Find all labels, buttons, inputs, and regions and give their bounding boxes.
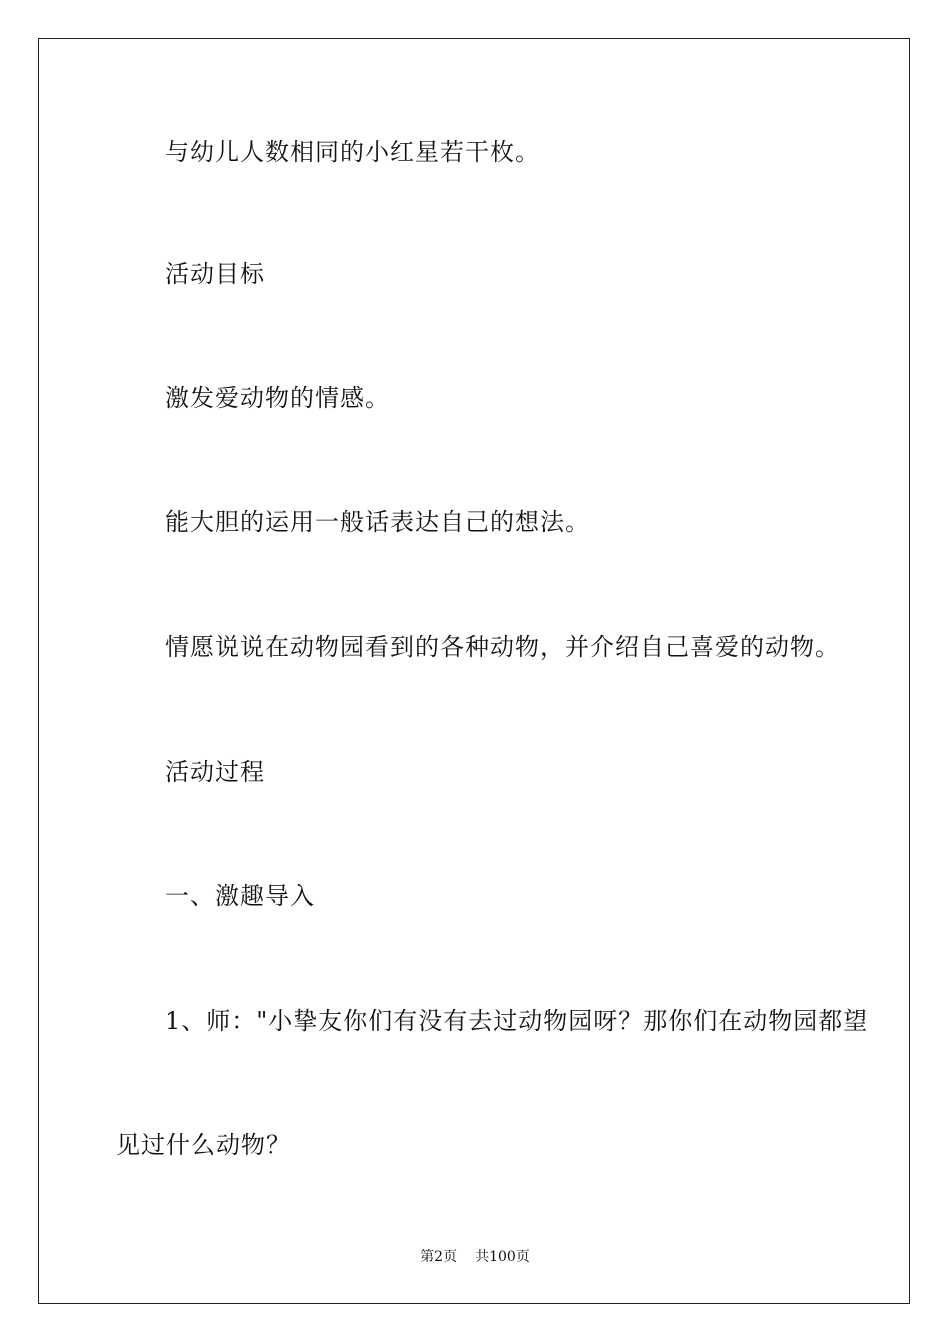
heading-activity-goals: 活动目标	[165, 260, 265, 288]
heading-step-one: 一、激趣导入	[165, 882, 315, 910]
page-number: 第2页	[420, 1249, 458, 1265]
total-pages: 共100页	[475, 1249, 530, 1265]
paragraph-goal-2: 能大胆的运用一般话表达自己的想法。	[165, 508, 590, 536]
paragraph-goal-3: 情愿说说在动物园看到的各种动物，并介绍自己喜爱的动物。	[165, 633, 840, 661]
paragraph-step-1-line-2: 见过什么动物？	[116, 1131, 291, 1159]
page-footer	[0, 1248, 950, 1266]
paragraph-goal-1: 激发爱动物的情感。	[165, 384, 390, 412]
page-border	[38, 38, 910, 1304]
paragraph-step-1-line-1: 1、师："小挚友你们有没有去过动物园呀？那你们在动物园都望	[165, 1007, 869, 1035]
paragraph-materials: 与幼儿人数相同的小红星若干枚。	[165, 138, 540, 166]
heading-activity-process: 活动过程	[165, 758, 265, 786]
